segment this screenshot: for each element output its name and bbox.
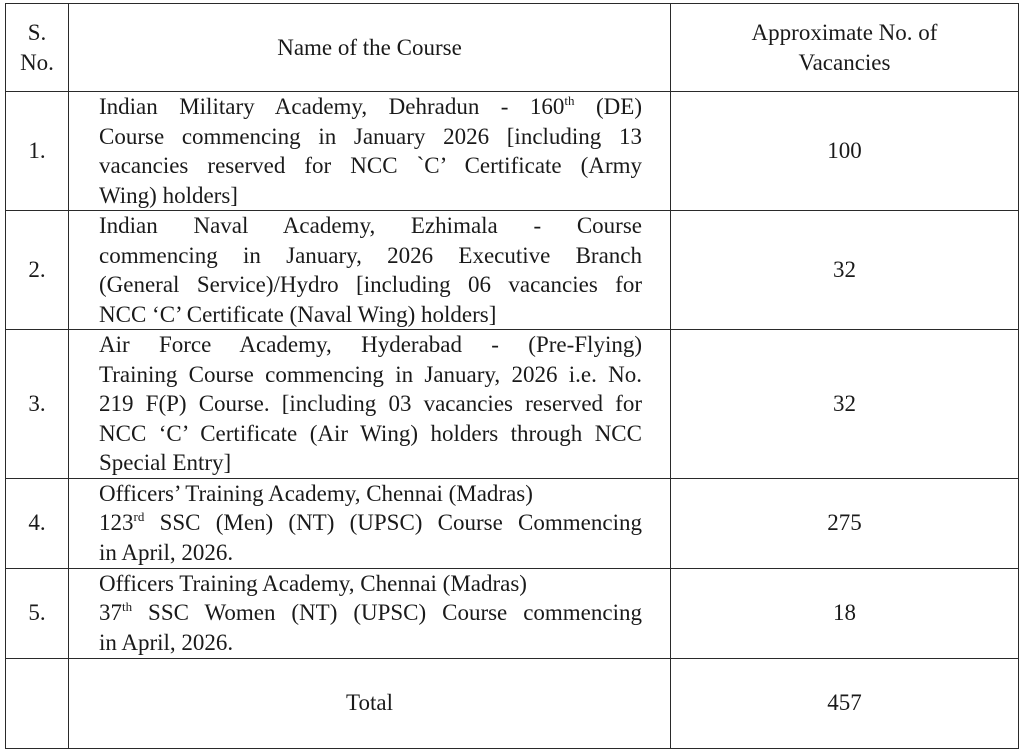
course-line: NCC ‘C’ Certificate (Naval Wing) holders] [99,301,497,327]
course-line: vacancies reserved for NCC `C’ Certificate (Army [99,153,642,178]
course-line: 37th SSC Women (NT) (UPSC) Course commencing [99,599,642,625]
row-vacancies: 100 [671,92,1019,211]
header-vacancies-line2: Vacancies [798,49,891,75]
course-line: Course commencing in January 2026 [including 13 [99,123,642,149]
row-vacancies: 18 [671,568,1019,658]
table-row [6,568,1019,658]
total-value: 457 [671,658,1019,748]
row-vacancies: 32 [671,330,1019,479]
row-sno: 1. [6,92,69,211]
row-sno: 3. [6,330,69,479]
table-row [6,92,1019,211]
course-line: Air Force Academy, Hyderabad - (Pre-Flying) [99,332,642,357]
course-line: Officers Training Academy, Chennai (Madras) [99,570,527,596]
header-sno-line1: S. [27,20,47,45]
total-sno-empty [6,658,69,748]
course-line: 219 F(P) Course. [including 03 vacancies reserved for [99,391,642,416]
course-line: Indian Naval Academy, Ezhimala - Course [99,213,642,238]
row-course [69,568,671,658]
row-course [69,330,671,479]
course-line: in April, 2026. [99,539,234,565]
row-sno: 5. [6,568,69,658]
row-vacancies: 275 [671,478,1019,568]
header-vacancies-line1: Approximate No. of [751,20,938,45]
course-line: 123rd SSC (Men) (NT) (UPSC) Course Commencing [99,509,642,535]
course-line: Training Course commencing in January, 2026 i.e. No. [99,361,642,387]
total-label: Total [69,658,671,748]
header-course: Name of the Course [69,4,671,92]
row-vacancies: 32 [671,211,1019,330]
course-line: Special Entry] [99,450,232,475]
table-row [6,211,1019,330]
header-sno-line2: No. [20,49,54,75]
vacancy-table [5,3,1019,749]
row-course [69,478,671,568]
course-line: Indian Military Academy, Dehradun - 160th (DE) [99,93,642,119]
row-course [69,211,671,330]
header-sno [6,4,69,92]
course-line: commencing in January, 2026 Executive Branch [99,242,642,268]
row-course [69,92,671,211]
table-row [6,330,1019,479]
course-line: Wing) holders] [99,182,238,208]
header-vacancies [671,4,1019,92]
row-sno: 4. [6,478,69,568]
course-line: (General Service)/Hydro [including 06 vacancies for [99,272,642,297]
row-sno: 2. [6,211,69,330]
total-row [6,658,1019,748]
course-line: NCC ‘C’ Certificate (Air Wing) holders through NCC [99,420,642,446]
course-line: Officers’ Training Academy, Chennai (Madras) [99,480,533,506]
course-line: in April, 2026. [99,629,234,655]
table-row [6,478,1019,568]
table-header-row [6,4,1019,92]
